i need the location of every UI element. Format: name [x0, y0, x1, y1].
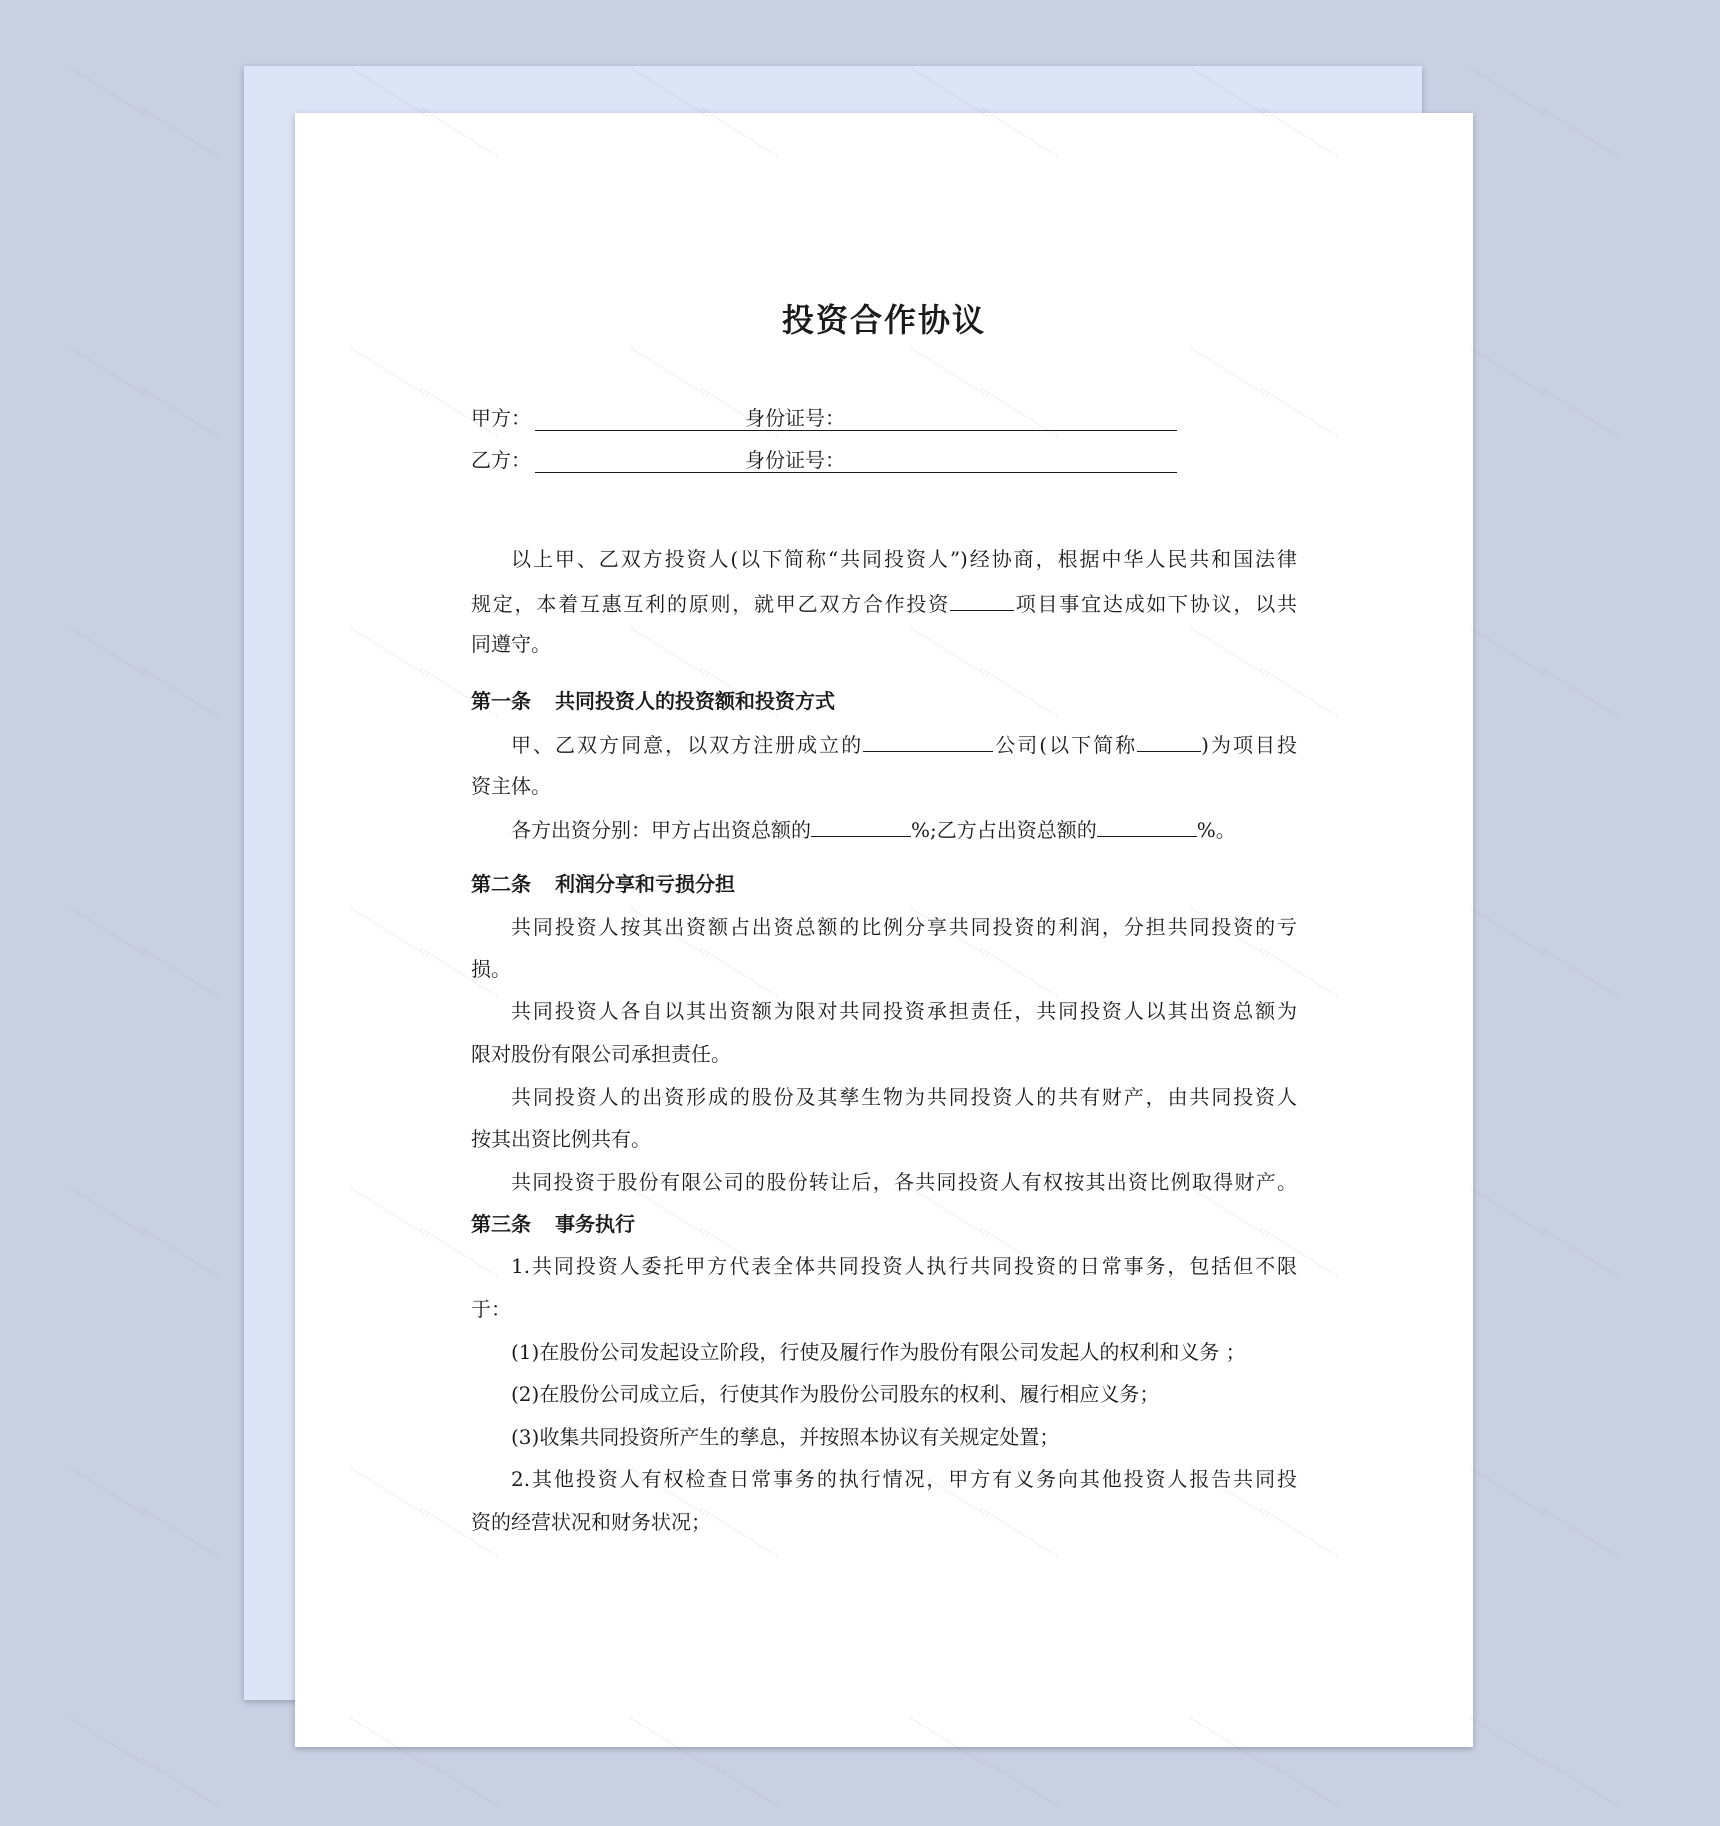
watermark-mark	[62, 1188, 148, 1251]
watermark-mark	[62, 628, 148, 691]
article-3-number: 第三条	[471, 1212, 531, 1236]
watermark-mark	[1532, 948, 1618, 1011]
watermark-mark	[62, 1468, 148, 1531]
article-2-p3-line-2: 按其出资比例共有。	[471, 1127, 651, 1151]
party-b-share-blank[interactable]	[1097, 814, 1197, 837]
article-2-p4-line-1: 共同投资于股份有限公司的股份转让后，各共同投资人有权按其出资比例取得财产。	[511, 1170, 1297, 1194]
watermark-mark	[1532, 668, 1618, 731]
watermark-mark	[1462, 1188, 1548, 1251]
article-1-number: 第一条	[471, 689, 531, 713]
article-1-p2-text-c: %。	[1196, 818, 1236, 842]
article-2-heading	[471, 870, 735, 898]
watermark-mark	[1532, 1758, 1618, 1821]
preamble-line-3: 同遵守。	[471, 632, 551, 656]
party-a-label: 甲方：	[471, 406, 531, 430]
watermark-mark	[132, 1228, 218, 1291]
article-1-p2-text-a: 各方出资分别：甲方占出资总额的	[511, 818, 811, 842]
watermark-mark	[62, 68, 148, 131]
party-a-blank[interactable]	[535, 404, 1177, 431]
watermark-mark	[132, 1508, 218, 1571]
article-3-p1-line-2: 于：	[471, 1297, 511, 1321]
article-3-title: 事务执行	[555, 1212, 635, 1236]
watermark-mark	[692, 1758, 778, 1821]
watermark-mark	[1462, 348, 1548, 411]
article-3-p2-line-1: 2.其他投资人有权检查日常事务的执行情况，甲方有义务向其他投资人报告共同投	[511, 1467, 1297, 1491]
watermark-mark	[1462, 68, 1548, 131]
party-b-label: 乙方：	[471, 448, 531, 472]
article-1-p1-line-1	[471, 729, 1297, 759]
party-b-id-label: 身份证号：	[745, 448, 845, 472]
article-2-p1-line-1: 共同投资人按其出资额占出资总额的比例分享共同投资的利润，分担共同投资的亏	[511, 915, 1297, 939]
party-b-line	[471, 446, 1297, 474]
watermark-mark	[132, 1758, 218, 1821]
party-a-line	[471, 404, 1297, 432]
article-3-item-2: (2)在股份公司成立后，行使其作为股份公司股东的权利、履行相应义务；	[511, 1382, 1160, 1406]
watermark-mark	[1532, 388, 1618, 451]
watermark-mark	[1532, 108, 1618, 171]
watermark-mark	[132, 108, 218, 171]
preamble-text-a: 规定，本着互惠互利的原则，就甲乙双方合作投资	[471, 592, 950, 616]
article-1-heading	[471, 687, 835, 715]
watermark-mark	[1462, 1718, 1548, 1781]
article-2-p3-line-1: 共同投资人的出资形成的股份及其孳生物为共同投资人的共有财产，由共同投资人	[511, 1085, 1297, 1109]
project-name-blank[interactable]	[950, 588, 1014, 611]
article-3-item-1: (1)在股份公司发起设立阶段，行使及履行作为股份有限公司发起人的权利和义务 ；	[511, 1340, 1246, 1364]
preamble-line-2	[471, 588, 1297, 618]
article-1-p1-text-b: 公司(以下简称	[993, 733, 1138, 757]
preamble-line-1: 以上甲、乙双方投资人(以下简称“共同投资人”)经协商，根据中华人民共和国法律	[511, 547, 1297, 571]
company-short-name-blank[interactable]	[1137, 729, 1201, 752]
article-2-p2-line-2: 限对股份有限公司承担责任。	[471, 1042, 731, 1066]
article-3-p1-line-1: 1.共同投资人委托甲方代表全体共同投资人执行共同投资的日常事务，包括但不限	[511, 1254, 1297, 1278]
party-b-blank[interactable]	[535, 446, 1177, 473]
article-1-p2	[471, 814, 1236, 844]
watermark-mark	[1462, 628, 1548, 691]
watermark-mark	[132, 948, 218, 1011]
watermark-mark	[412, 1758, 498, 1821]
article-2-p2-line-1: 共同投资人各自以其出资额为限对共同投资承担责任，共同投资人以其出资总额为	[511, 999, 1297, 1023]
party-a-id-label: 身份证号：	[745, 406, 845, 430]
article-1-p1-text-c: )为项目投	[1201, 733, 1297, 757]
article-3-p2-line-2: 资的经营状况和财务状况；	[471, 1510, 711, 1534]
watermark-mark	[132, 668, 218, 731]
watermark-mark	[1462, 1468, 1548, 1531]
article-1-p1-line-2: 资主体。	[471, 774, 551, 798]
article-1-p2-text-b: %;乙方占出资总额的	[911, 818, 1097, 842]
article-3-item-3: (3)收集共同投资所产生的孳息，并按照本协议有关规定处置；	[511, 1425, 1060, 1449]
watermark-mark	[1462, 908, 1548, 971]
party-a-share-blank[interactable]	[811, 814, 911, 837]
article-1-title: 共同投资人的投资额和投资方式	[555, 689, 835, 713]
preamble-text-b: 项目事宜达成如下协议，以共	[1013, 592, 1298, 616]
watermark-mark	[62, 348, 148, 411]
company-name-blank[interactable]	[863, 729, 993, 752]
watermark-mark	[972, 1758, 1058, 1821]
document-title: 投资合作协议	[781, 301, 986, 339]
article-2-p1-line-2: 损。	[471, 957, 511, 981]
watermark-mark	[62, 1718, 148, 1781]
watermark-mark	[1532, 1228, 1618, 1291]
article-2-number: 第二条	[471, 872, 531, 896]
article-2-title: 利润分享和亏损分担	[555, 872, 735, 896]
watermark-mark	[1532, 1508, 1618, 1571]
article-1-p1-text-a: 甲、乙双方同意，以双方注册成立的	[511, 733, 864, 757]
watermark-mark	[132, 388, 218, 451]
watermark-mark	[1252, 1758, 1338, 1821]
watermark-mark	[62, 908, 148, 971]
article-3-heading	[471, 1210, 635, 1238]
